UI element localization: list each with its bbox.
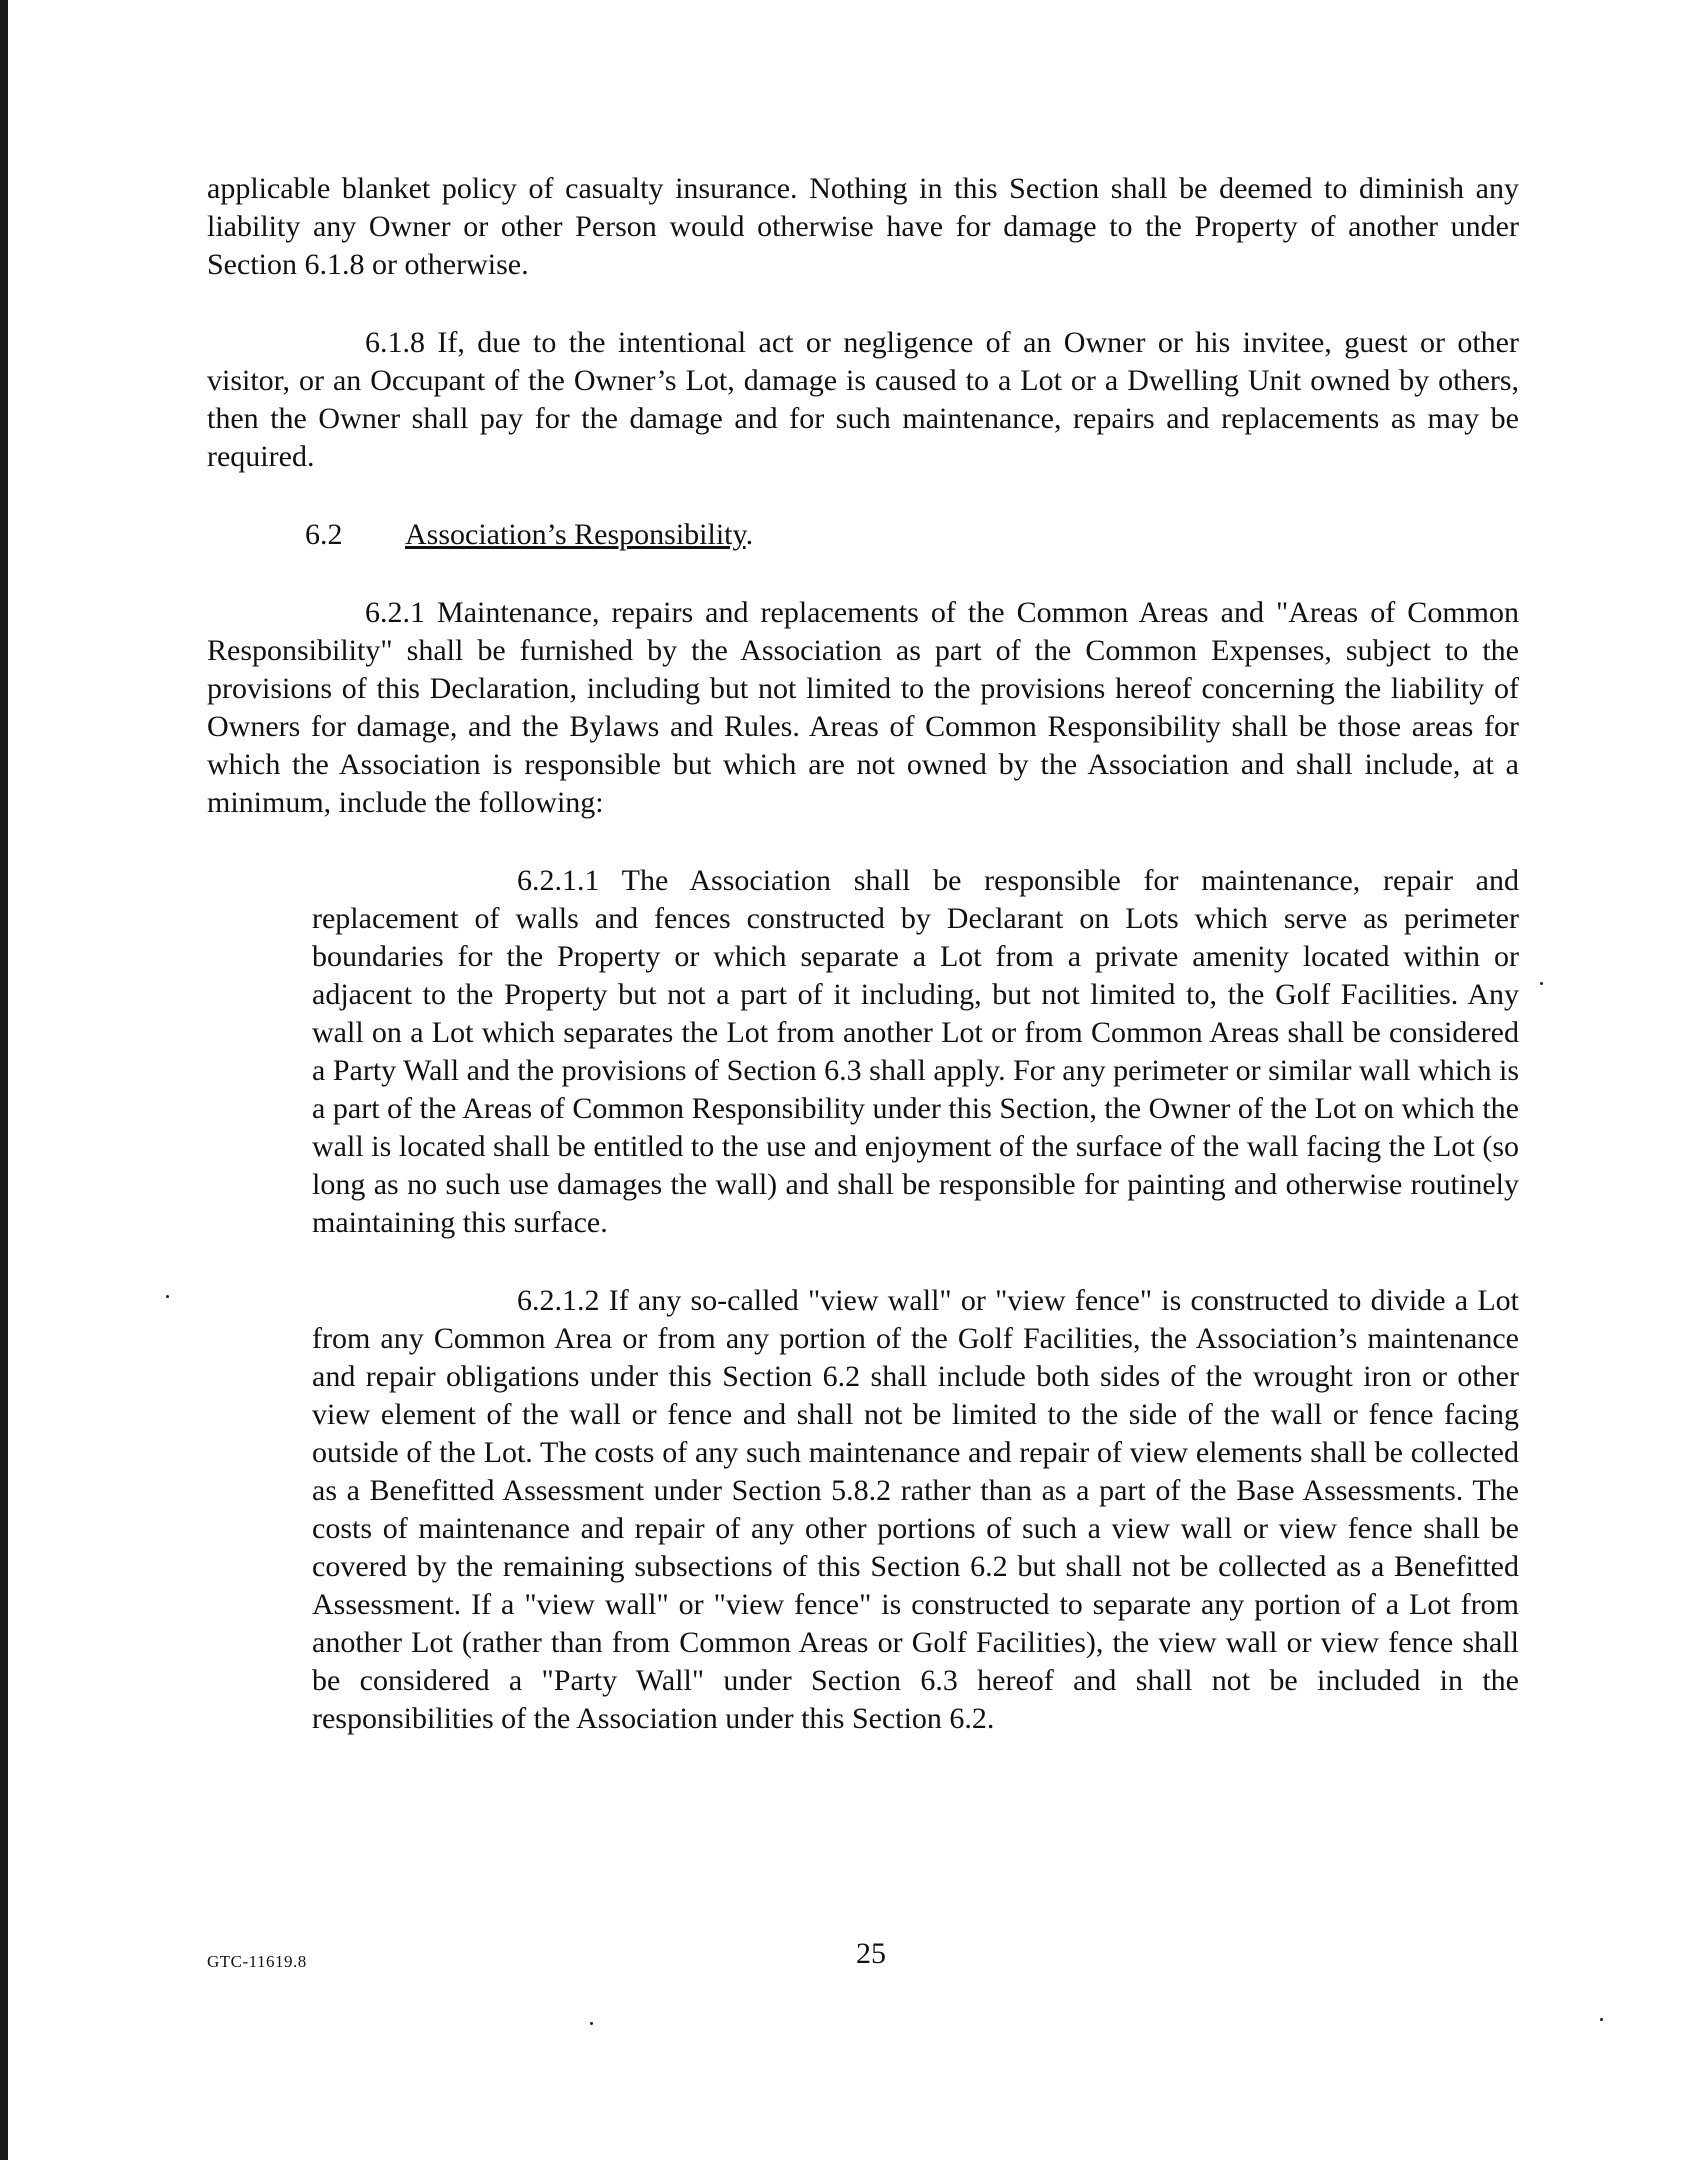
paragraph-6-2-1-2: 6.2.1.2 If any so-called "view wall" or "view fence" is constructed to divide a Lot from any Common Area or from any portion of the Golf Facilities, the Association’s maintenance and repair obligations under this Section 6.2 shall include both sides of the wrought iron or other view element of the wall or fence and shall not be limited to the side of the wall or fence facing outside of the Lot. The costs of any such maintenance and repair of view elements shall be collected as a Benefitted Assessment under Section 5.8.2 rather than as a part of the Base Assessments. The costs of maintenance and repair of any other portions of such a view wall or view fence shall be covered by the remaining subsections of this Section 6.2 but shall not be collected as a Benefitted Assessment. If a "view wall" or "view fence" is constructed to separate any portion of a Lot from another Lot (rather than from Common Areas or Golf Facilities), the view wall or view fence shall be considered a "Party Wall" under Section 6.3 hereof and shall not be included in the responsibilities of the Association under this Section 6.2. — [312, 1284, 1519, 1735]
section-heading-6-2 — [207, 516, 1519, 554]
scan-speck — [166, 1295, 169, 1298]
paragraph-6-2-1: 6.2.1 Maintenance, repairs and replacements of the Common Areas and "Areas of Common Responsibility" shall be furnished by the Association as part of the Common Expenses, subject to the provisions of this Declaration, including but not limited to the provisions hereof concerning the liability of Owners for damage, and the Bylaws and Rules. Areas of Common Responsibility shall be those areas for which the Association is responsible but which are not owned by the Association and shall include, at a minimum, include the following: — [207, 596, 1519, 819]
page-number: 25 — [856, 1937, 886, 1970]
paragraph-6-1-8: 6.1.8 If, due to the intentional act or negligence of an Owner or his invitee, guest or other visitor, or an Occupant of the Owner’s Lot, damage is caused to a Lot or a Dwelling Unit owned by others, then the Owner shall pay for the damage and for such maintenance, repairs and replacements as may be required. — [207, 326, 1519, 473]
scan-speck — [1540, 982, 1543, 985]
paragraph-continuation: applicable blanket policy of casualty insurance. Nothing in this Section shall be deemed to diminish any liability any Owner or other Person would otherwise have for damage to the Property of another under Section 6.1.8 or otherwise. — [207, 172, 1519, 281]
page-body — [207, 170, 1519, 1738]
section-title-period: . — [745, 518, 754, 551]
footer-document-code: GTC-11619.8 — [207, 1952, 307, 1971]
section-title: Association’s Responsibility — [405, 518, 746, 551]
paragraph-6-2-1-1: 6.2.1.1 The Association shall be responsible for maintenance, repair and replacement of walls and fences constructed by Declarant on Lots which serve as perimeter boundaries for the Property or which separate a Lot from a private amenity located within or adjacent to the Property but not a part of it including, but not limited to, the Golf Facilities. Any wall on a Lot which separates the Lot from another Lot or from Common Areas shall be considered a Party Wall and the provisions of Section 6.3 shall apply. For any perimeter or similar wall which is a part of the Areas of Common Responsibility under this Section, the Owner of the Lot on which the wall is located shall be entitled to the use and enjoyment of the surface of the wall facing the Lot (so long as no such use damages the wall) and shall be responsible for painting and otherwise routinely maintaining this surface. — [312, 864, 1519, 1239]
scan-speck — [590, 2022, 593, 2025]
section-number: 6.2 — [305, 518, 343, 551]
scan-edge — [0, 0, 8, 2160]
scan-speck — [1600, 2018, 1603, 2021]
